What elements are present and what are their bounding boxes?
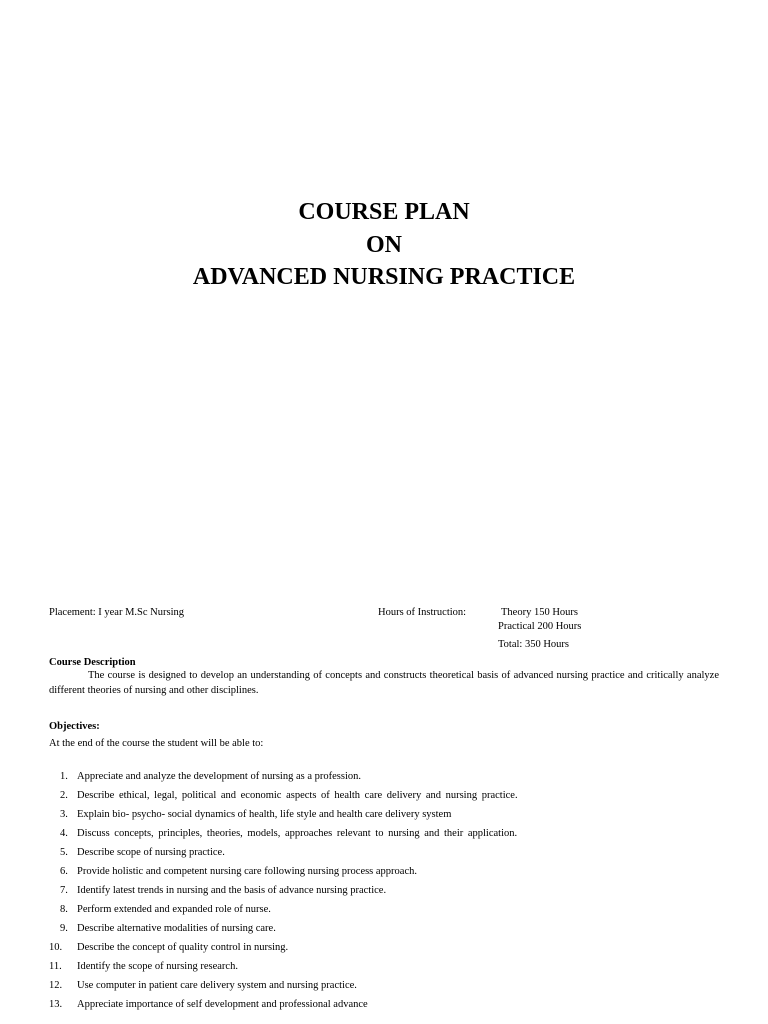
list-item-text: Appreciate and analyze the development of nursing as a profession. xyxy=(77,771,361,782)
hours-values xyxy=(498,606,581,652)
list-item-text: Perform extended and expanded role of nurse. xyxy=(77,904,271,915)
objectives-list xyxy=(49,767,719,1014)
placement-text: Placement: I year M.Sc Nursing xyxy=(49,607,185,618)
list-item-text: Describe alternative modalities of nursing care. xyxy=(77,923,276,934)
course-description-text: The course is designed to develop an understanding of concepts and constructs theoretical basis of advanced nursing practice and critically analyze different theories of nursing and other disciplines. xyxy=(49,669,719,696)
list-item xyxy=(49,805,719,824)
list-item-number: 11. xyxy=(49,961,62,972)
list-item-number: 5. xyxy=(60,847,68,858)
list-item xyxy=(49,919,719,938)
list-item-text: Explain bio- psycho- social dynamics of health, life style and health care delivery system xyxy=(77,809,452,820)
list-item-number: 6. xyxy=(60,866,68,877)
list-item-number: 12. xyxy=(49,980,63,991)
list-item-number: 2. xyxy=(60,790,68,801)
list-item xyxy=(49,786,719,805)
list-item-number: 10. xyxy=(49,942,63,953)
title-line-subject: ADVANCED NURSING PRACTICE xyxy=(192,264,576,290)
list-item-text: Describe scope of nursing practice. xyxy=(77,847,225,858)
list-item xyxy=(49,957,719,976)
list-item-number: 8. xyxy=(60,904,68,915)
practical-hours: Practical 200 Hours xyxy=(498,620,582,632)
list-item xyxy=(49,976,719,995)
list-item-number: 13. xyxy=(49,999,63,1010)
objectives-section xyxy=(49,719,719,751)
list-item xyxy=(49,862,719,881)
theory-hours: Theory 150 Hours xyxy=(501,607,578,618)
list-item-text: Use computer in patient care delivery system and nursing practice. xyxy=(77,980,357,991)
objectives-intro: At the end of the course the student will be able to: xyxy=(49,737,264,749)
hours-of-instruction-label: Hours of Instruction: xyxy=(378,607,467,618)
list-item-text: Provide holistic and competent nursing care following nursing process approach. xyxy=(77,866,417,877)
list-item-text: Describe ethical, legal, political and economic aspects of health care delivery and nursing practice. xyxy=(77,790,518,801)
list-item-text: Appreciate importance of self development and professional advance xyxy=(77,999,368,1010)
list-item xyxy=(49,900,719,919)
course-description-section xyxy=(49,655,719,699)
list-item-text: Identify latest trends in nursing and the basis of advance nursing practice. xyxy=(77,885,387,896)
list-item-text: Discuss concepts, principles, theories, models, approaches relevant to nursing and their application. xyxy=(77,828,518,839)
objectives-heading: Objectives: xyxy=(49,721,100,732)
list-item-number: 9. xyxy=(60,923,68,934)
list-item-text: Describe the concept of quality control in nursing. xyxy=(77,942,289,953)
list-item xyxy=(49,995,719,1014)
list-item-number: 7. xyxy=(60,885,68,896)
list-item xyxy=(49,938,719,957)
course-description-heading: Course Description xyxy=(49,657,136,668)
title-line-course-plan: COURSE PLAN xyxy=(298,199,470,225)
document-title xyxy=(0,196,768,294)
list-item-number: 1. xyxy=(60,771,68,782)
title-line-on: ON xyxy=(366,231,402,258)
list-item-number: 3. xyxy=(60,809,68,820)
list-item xyxy=(49,843,719,862)
list-item xyxy=(49,824,719,843)
total-hours: Total: 350 Hours xyxy=(498,639,570,650)
list-item-number: 4. xyxy=(60,828,68,839)
list-item-text: Identify the scope of nursing research. xyxy=(77,961,238,972)
list-item xyxy=(49,767,719,786)
list-item xyxy=(49,881,719,900)
